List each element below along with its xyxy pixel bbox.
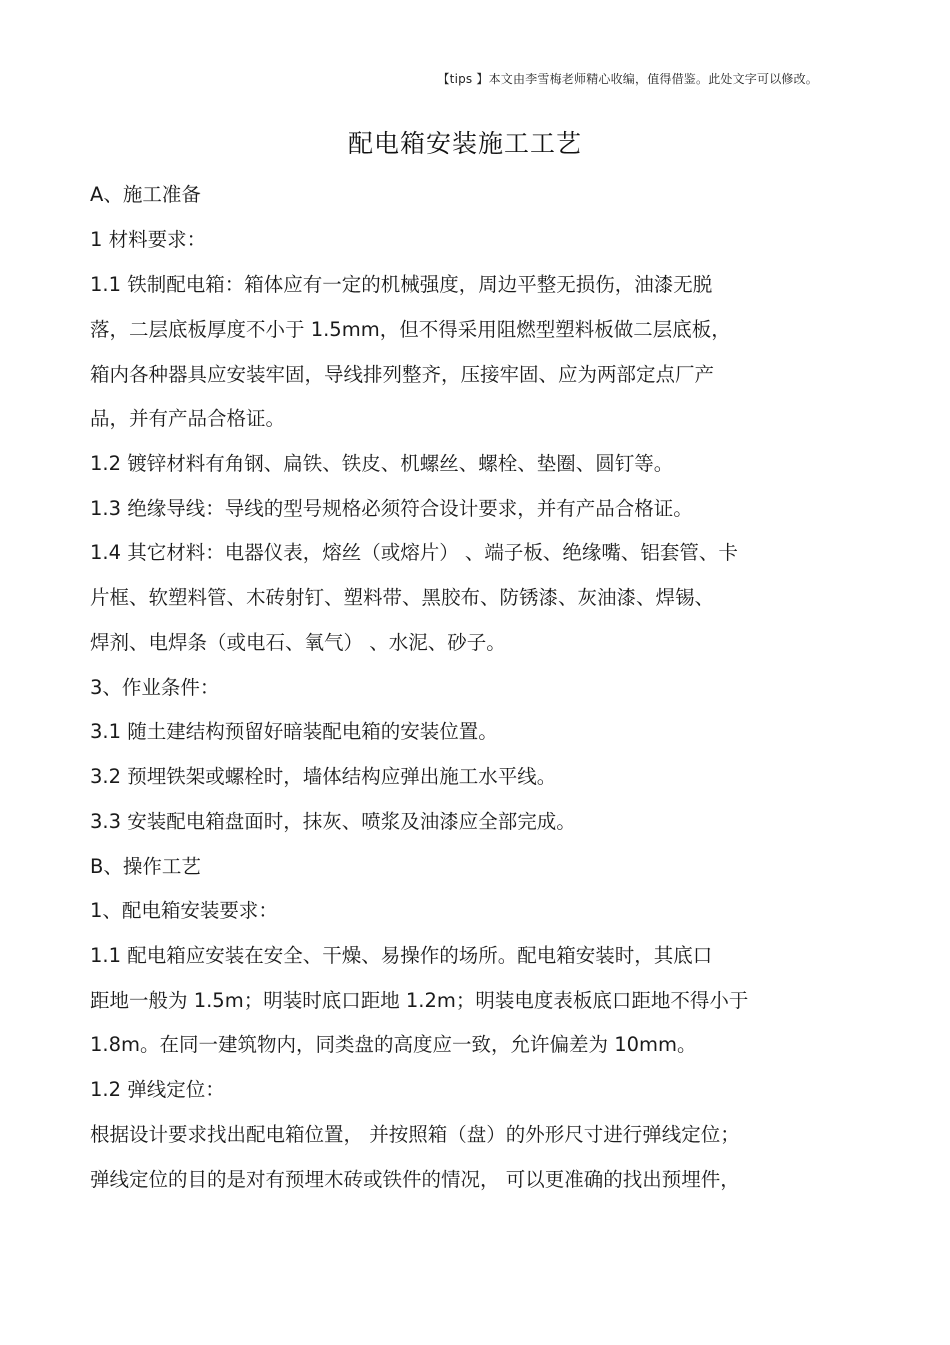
paragraph-line: 1.4 其它材料：电器仪表，熔丝（或熔片） 、端子板、绝缘嘴、铝套管、卡 bbox=[90, 541, 738, 564]
subsection-conditions-heading: 3、作业条件： bbox=[90, 676, 220, 699]
paragraph-line: 3.3 安装配电箱盘面时，抹灰、喷浆及油漆应全部完成。 bbox=[90, 810, 576, 833]
section-a-heading: A、施工准备 bbox=[90, 183, 201, 206]
paragraph-line: 1.3 绝缘导线：导线的型号规格必须符合设计要求，并有产品合格证。 bbox=[90, 497, 693, 520]
paragraph-line: 1.8m。在同一建筑物内，同类盘的高度应一致，允许偏差为 10mm。 bbox=[90, 1033, 697, 1056]
section-b-heading: B、操作工艺 bbox=[90, 855, 201, 878]
paragraph-line: 箱内各种器具应安装牢固，导线排列整齐，压接牢固、应为两部定点厂产 bbox=[90, 363, 715, 386]
paragraph-line: 根据设计要求找出配电箱位置， 并按照箱（盘）的外形尺寸进行弹线定位； bbox=[90, 1123, 740, 1146]
paragraph-line: 1.1 铁制配电箱：箱体应有一定的机械强度，周边平整无损伤，油漆无脱 bbox=[90, 273, 713, 296]
paragraph-line: 焊剂、电焊条（或电石、氧气） 、水泥、砂子。 bbox=[90, 631, 506, 654]
subsection-positioning-heading: 1.2 弹线定位： bbox=[90, 1078, 225, 1101]
document-title: 配电箱安装施工工艺 bbox=[347, 129, 582, 158]
paragraph-line: 1.1 配电箱应安装在安全、干燥、易操作的场所。配电箱安装时，其底口 bbox=[90, 944, 713, 967]
paragraph-line: 片框、软塑料管、木砖射钉、塑料带、黑胶布、防锈漆、灰油漆、焊锡、 bbox=[90, 586, 715, 609]
paragraph-line: 落，二层底板厚度不小于 1.5mm，但不得采用阻燃型塑料板做二层底板， bbox=[90, 318, 731, 341]
paragraph-line: 1.2 镀锌材料有角钢、扁铁、铁皮、机螺丝、螺栓、垫圈、圆钉等。 bbox=[90, 452, 674, 475]
tips-header: 【tips 】本文由李雪梅老师精心收编，值得借鉴。此处文字可以修改。 bbox=[437, 72, 818, 86]
subsection-materials-heading: 1 材料要求： bbox=[90, 228, 207, 251]
paragraph-line: 3.2 预埋铁架或螺栓时，墙体结构应弹出施工水平线。 bbox=[90, 765, 557, 788]
paragraph-line: 距地一般为 1.5m；明装时底口距地 1.2m；明装电度表板底口距地不得小于 bbox=[90, 989, 749, 1012]
subsection-install-heading: 1、配电箱安装要求： bbox=[90, 899, 278, 922]
paragraph-line: 品，并有产品合格证。 bbox=[90, 407, 286, 430]
paragraph-line: 弹线定位的目的是对有预埋木砖或铁件的情况， 可以更准确的找出预埋件， bbox=[90, 1168, 740, 1191]
paragraph-line: 3.1 随土建结构预留好暗装配电箱的安装位置。 bbox=[90, 720, 498, 743]
